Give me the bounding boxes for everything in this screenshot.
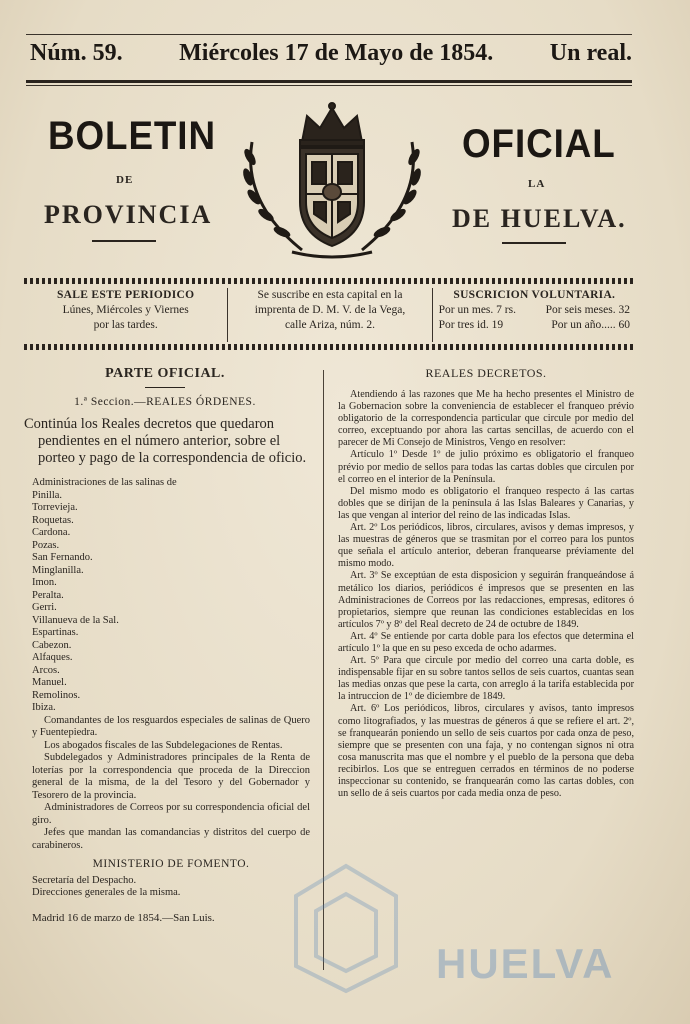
left-column xyxy=(20,366,310,924)
band-border-bottom xyxy=(24,344,636,350)
officials-paragraph: Administradores de Correos por su correspondencia oficial del giro. xyxy=(32,802,310,826)
list-item: Imon. xyxy=(32,577,57,588)
prices-row-1 xyxy=(437,303,632,318)
ministry-item: Direcciones generales de la misma. xyxy=(32,887,181,898)
location-line-1: Se suscribe en esta capital en la xyxy=(257,289,403,301)
royal-crest-icon xyxy=(232,102,432,262)
officials-paragraph: Comandantes de los resguardos especiales de salinas de Quero y Fuentepiedra. xyxy=(32,714,310,738)
decree-paragraph: Art. 6º Los periódicos, libros, circulares y avisos, tanto impresos como litografiados, y las muestras de géneros á que se refiere el art. 2º, se franquearán poniendo un sello de seis cuartos por cada onza de peso, siempre que se presenten con una faja, y no contengan signos ni otra cosa manuscrita mas que el nombre y el pueblo de la persona que deba recibirlos. Los que se entreguen cerrados en términos de no poderse inspeccionar su contenido, se franquearán como las cartas dobles, con un sello de á seis cuartos por cada media onza de peso. xyxy=(338,703,634,800)
prices-heading: SUSCRICION VOLUNTARIA. xyxy=(453,289,616,301)
decree-paragraph: Del mismo modo es obligatorio el franqueo respecto á las cartas dobles que se dirijan de la península á las Islas Baleares y Canarias, y las que vengan al interior del reino de las indicadas Islas. xyxy=(338,485,634,521)
officials-paragraph: Los abogados fiscales de las Subdelegaciones de Rentas. xyxy=(44,739,283,751)
title-boletin: BOLETIN xyxy=(48,114,216,158)
schedule-heading: SALE ESTE PERIODICO xyxy=(56,289,195,301)
list-item: Cabezon. xyxy=(32,639,72,651)
officials-paragraph: Subdelegados y Administradores principales de la Renta de loterías por la correspondencia que proceda de la Direccion general de la misma, de la del Tesoro y del Gobernador y Tesorero de la provincia. xyxy=(32,752,310,801)
decree-paragraph: Art. 2º Los periódicos, libros, circulares, avisos y demas impresos, y las muestras de géneros que se trasmitan por el correo para los puntos que señala el artículo anterior, deberan franquearse préviamente del mismo modo. xyxy=(338,522,634,570)
intro-paragraph: Continúa los Reales decretos que quedaron pendientes en el número anterior, sobre el porteo y pago de la correspondencia de oficio. xyxy=(24,416,307,466)
location-line-3: calle Ariza, núm. 2. xyxy=(284,319,376,331)
administrations-list xyxy=(20,477,310,715)
decree-paragraph: Artículo 1º Desde 1º de julio próximo es obligatorio el franqueo prévio por medio de sellos para todas las cartas dobles que circulen por el correo en el interior de la Península. xyxy=(338,449,634,485)
decree-paragraph: Art. 3º Se exceptúan de esta disposicion y seguirán franqueándose á metálico los diarios, periódicos é impresos que se presenten en las Administraciones de Correos por las redacciones, empresas, editores ó propietarios, siempre que reunan las condiciones establecidas en los artículos 7º y 8º del Real decreto de 24 de octubre de 1849. xyxy=(338,570,634,630)
masthead-rule xyxy=(26,80,632,83)
decree-paragraph: Art. 5º Para que circule por medio del correo una carta doble, es indispensable fijar en su sobre tantos sellos de seis cuartos, cuantas sean las medias onzas que pese la carta, con arreglo á la tarifa establecida por la intruccion de 1º de diciembre de 1849. xyxy=(338,655,634,703)
subsection-heading: 1.ª Seccion.—REALES ÓRDENES. xyxy=(74,396,256,408)
issue-number: Núm. 59. xyxy=(30,40,123,66)
band-columns xyxy=(24,288,636,342)
price-three-months: Por tres id. 19 xyxy=(438,319,504,331)
list-item: Ibiza. xyxy=(32,702,56,713)
section-rule xyxy=(145,387,185,388)
price-six-months: Por seis meses. 32 xyxy=(545,304,630,316)
list-item: Minglanilla. xyxy=(32,564,84,576)
list-item: Villanueva de la Sal. xyxy=(32,614,119,626)
masthead-rule-thin xyxy=(26,85,632,86)
right-column xyxy=(338,366,634,800)
list-item: Peralta. xyxy=(32,589,64,601)
schedule-days: Lúnes, Miércoles y Viernes xyxy=(62,304,189,316)
decree-paragraph: Atendiendo á las razones que Me ha hecho presentes el Ministro de la Gobernacion sobre la conveniencia de establecer el franqueo prévio obligatorio de la correspondencia particular que circule por medio del correo, exceptuando por ahora las cartas sencillas, de acuerdo con el parecer de Mi Consejo de Ministros, Vengo en resolver: xyxy=(338,389,634,449)
band-schedule xyxy=(24,288,227,342)
officials-block xyxy=(20,715,310,925)
title-oficial: OFICIAL xyxy=(462,122,616,166)
price-month: Por un mes. 7 rs. xyxy=(438,304,516,316)
list-item: Remolinos. xyxy=(32,689,81,701)
ministry-heading: MINISTERIO DE FOMENTO. xyxy=(92,858,250,870)
list-item: Roquetas. xyxy=(32,514,74,526)
issue-price: Un real. xyxy=(549,40,632,66)
list-item: San Fernando. xyxy=(32,552,93,563)
band-location xyxy=(227,288,431,342)
list-item: Torrevieja. xyxy=(32,502,78,513)
decree-paragraph: Art. 4º Se entiende por carta doble para los efectos que determina el artículo 1º la que en su peso exceda de ocho adarmes. xyxy=(338,630,634,654)
masthead-line xyxy=(30,40,632,76)
watermark-text: HUELVA xyxy=(436,940,615,987)
list-item: Cardona. xyxy=(32,527,71,538)
subscription-band xyxy=(24,278,636,350)
list-item: Arcos. xyxy=(32,664,60,676)
flourish-right xyxy=(502,242,566,244)
section-heading-parte-oficial: PARTE OFICIAL. xyxy=(105,366,225,381)
section-heading-reales-decretos: REALES DECRETOS. xyxy=(425,366,547,380)
ministry-item: Secretaría del Despacho. xyxy=(32,874,137,886)
title-provincia: PROVINCIA xyxy=(44,200,213,229)
list-item: Pozas. xyxy=(32,539,60,551)
flourish-left xyxy=(92,240,156,242)
list-item: Administraciones de las salinas de xyxy=(32,477,177,488)
signature-date: Madrid 16 de marzo de 1854.—San Luis. xyxy=(32,911,215,924)
list-item: Manuel. xyxy=(32,677,67,688)
title-de: DE xyxy=(116,174,134,186)
list-item: Pinilla. xyxy=(32,489,63,501)
title-la: LA xyxy=(528,178,546,190)
location-line-2: imprenta de D. M. V. de la Vega, xyxy=(254,304,406,316)
price-year: Por un año..... 60 xyxy=(551,319,630,331)
prices-row-2 xyxy=(437,318,632,333)
band-border-top xyxy=(24,278,636,284)
band-prices xyxy=(432,288,636,342)
list-item: Gerri. xyxy=(32,602,57,613)
schedule-time: por las tardes. xyxy=(93,319,158,331)
top-rule xyxy=(26,34,632,35)
issue-date: Miércoles 17 de Mayo de 1854. xyxy=(179,40,494,66)
list-item: Espartinas. xyxy=(32,627,79,638)
officials-paragraph: Jefes que mandan las comandancias y distritos del cuerpo de carabineros. xyxy=(32,827,310,851)
list-item: Alfaques. xyxy=(32,652,73,663)
title-de-huelva: DE HUELVA. xyxy=(452,204,627,233)
